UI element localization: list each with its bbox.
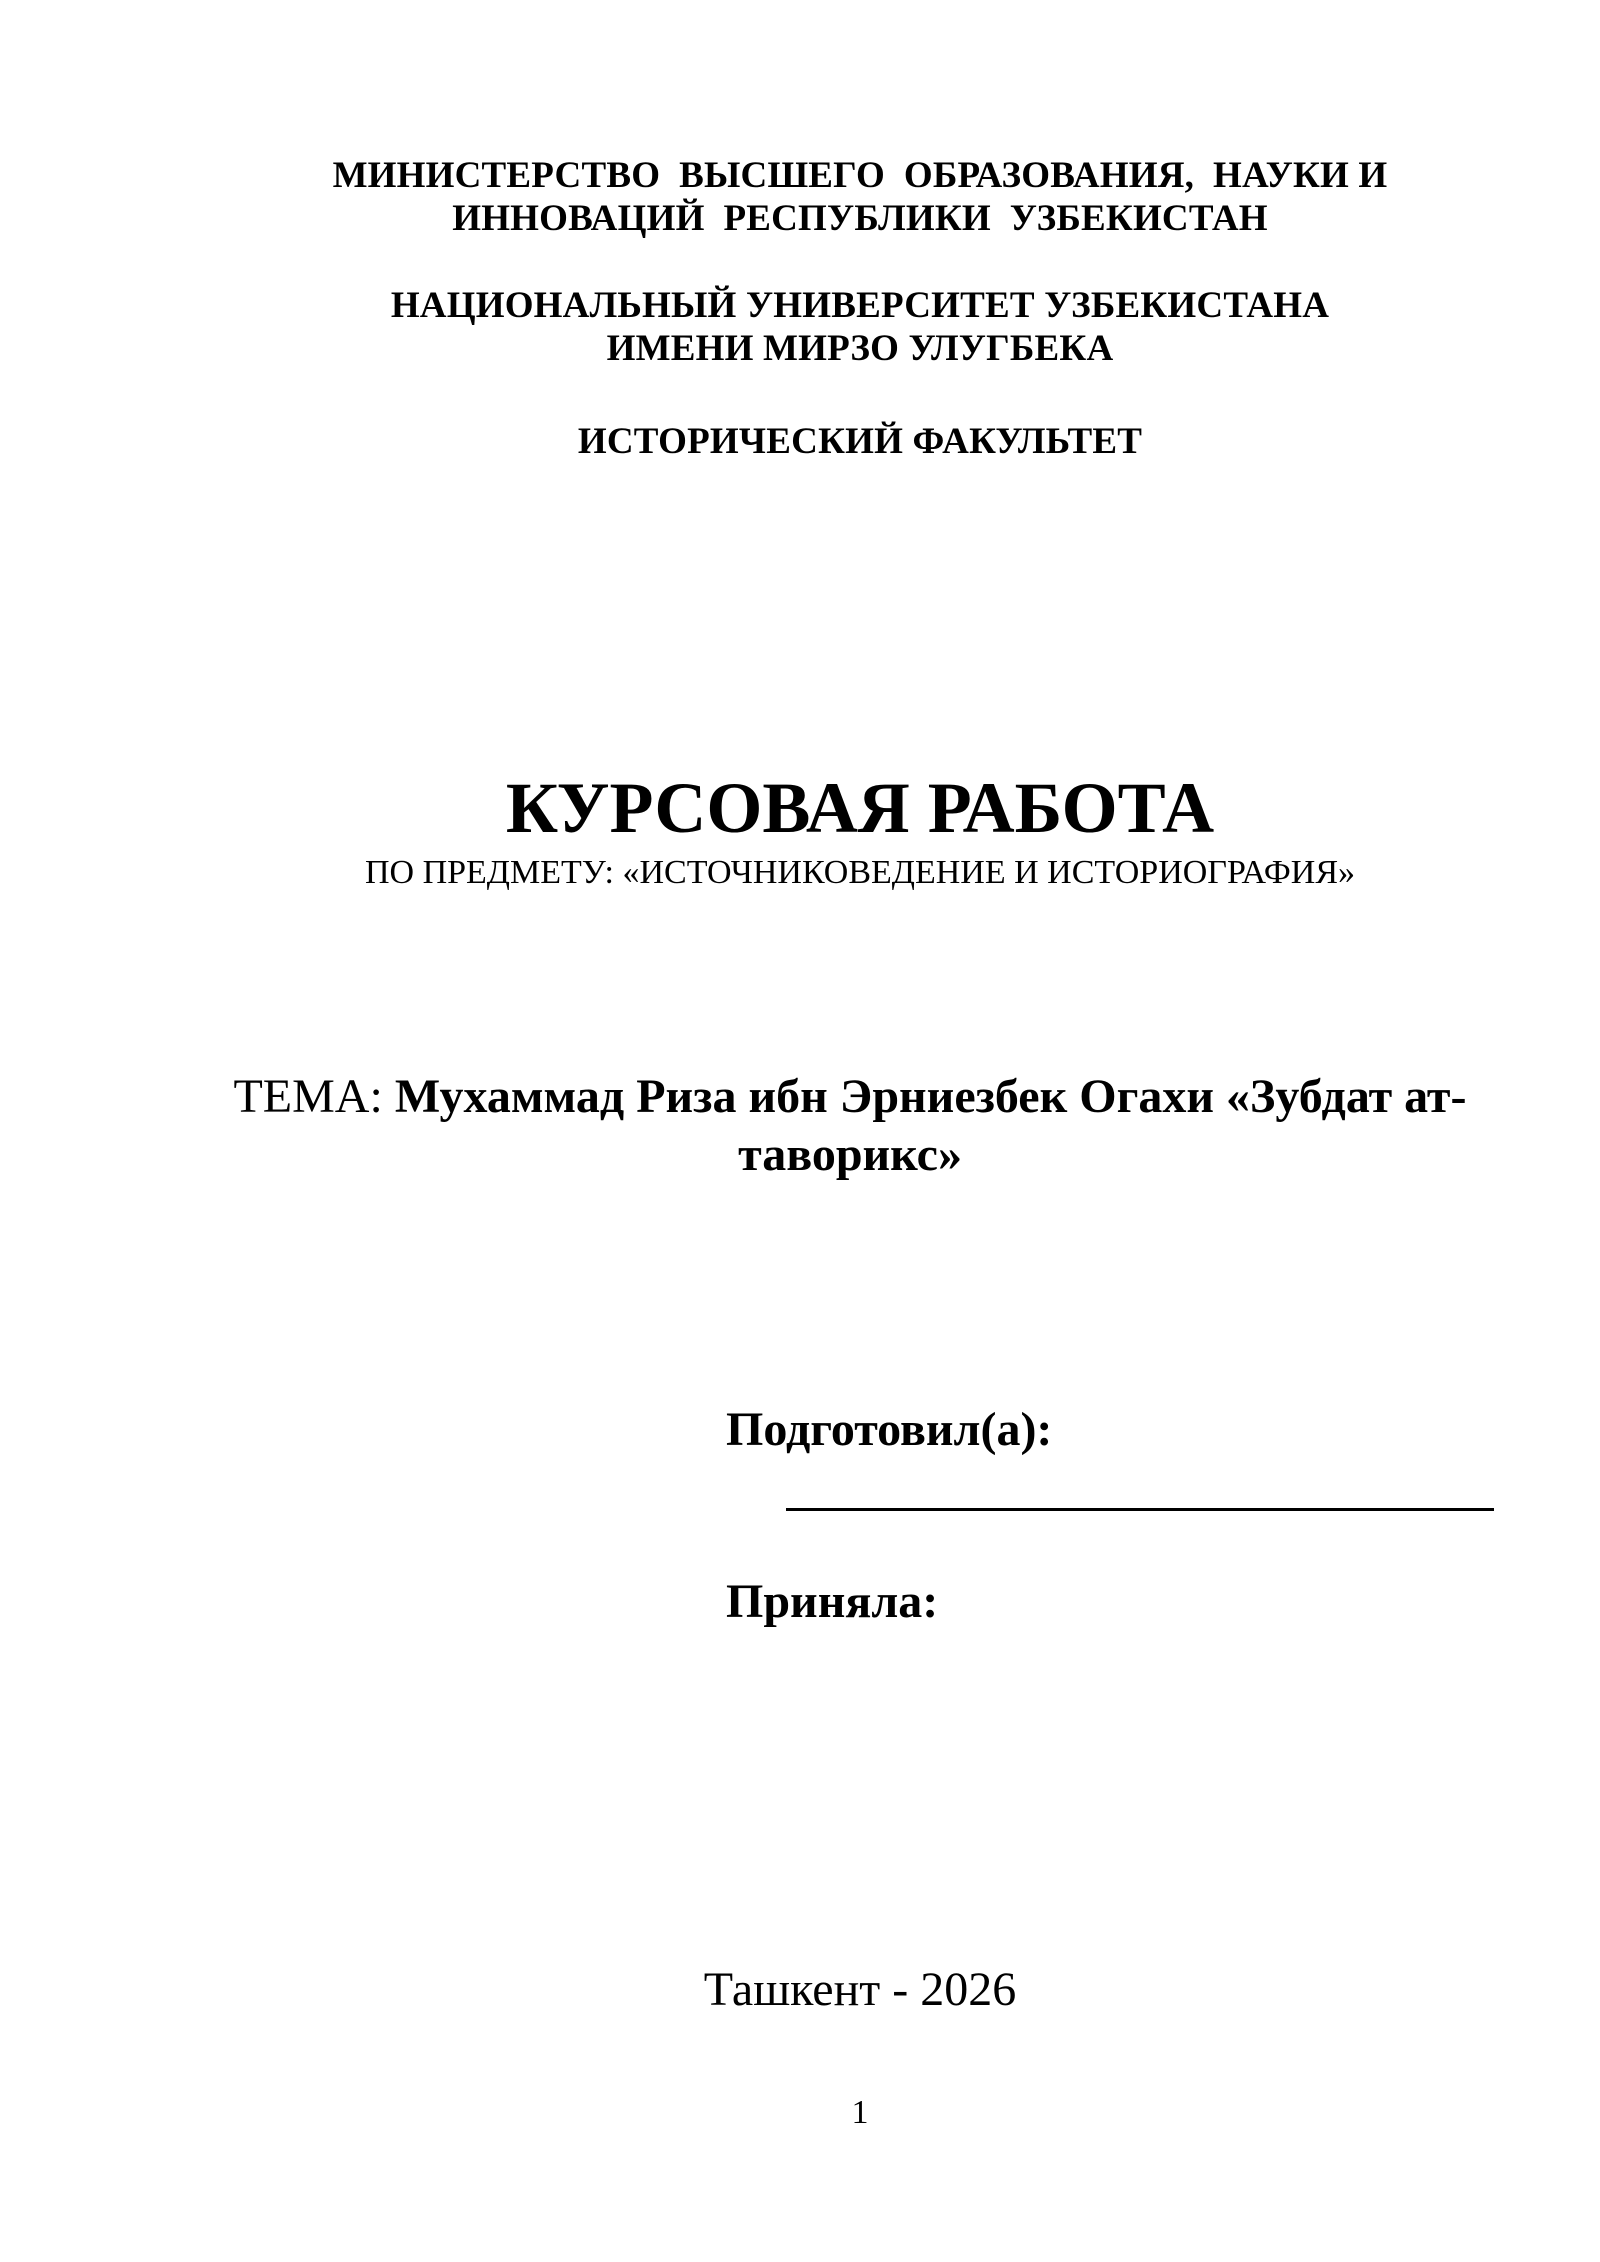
accepted-by-label: Приняла: — [726, 1575, 939, 1628]
document-title: КУРСОВАЯ РАБОТА — [505, 768, 1215, 848]
ministry-name-line-1: МИНИСТЕРСТВО ВЫСШЕГО ОБРАЗОВАНИЯ, НАУКИ И — [332, 155, 1388, 196]
subject-line: ПО ПРЕДМЕТУ: «ИСТОЧНИКОВЕДЕНИЕ И ИСТОРИОГРАФИЯ» — [364, 854, 1356, 891]
topic-text: Мухаммад Риза ибн Эрниезбек Огахи «Зубдат ат-таворикс» — [394, 1070, 1467, 1181]
university-name-line-2: ИМЕНИ МИРЗО УЛУГБЕКА — [606, 328, 1114, 369]
prepared-by-signature-line — [786, 1508, 1494, 1511]
ministry-name-line-2: ИННОВАЦИЙ РЕСПУБЛИКИ УЗБЕКИСТАН — [452, 198, 1268, 239]
university-name-line-1: НАЦИОНАЛЬНЫЙ УНИВЕРСИТЕТ УЗБЕКИСТАНА — [390, 285, 1330, 326]
faculty-name: ИСТОРИЧЕСКИЙ ФАКУЛЬТЕТ — [577, 421, 1143, 462]
topic-label: ТЕМА: — [233, 1070, 395, 1123]
city-year: Ташкент - 2026 — [703, 1963, 1017, 2016]
topic-block — [200, 1068, 1500, 1184]
prepared-by-label: Подготовил(а): — [726, 1403, 1053, 1456]
page-number: 1 — [851, 2094, 869, 2131]
